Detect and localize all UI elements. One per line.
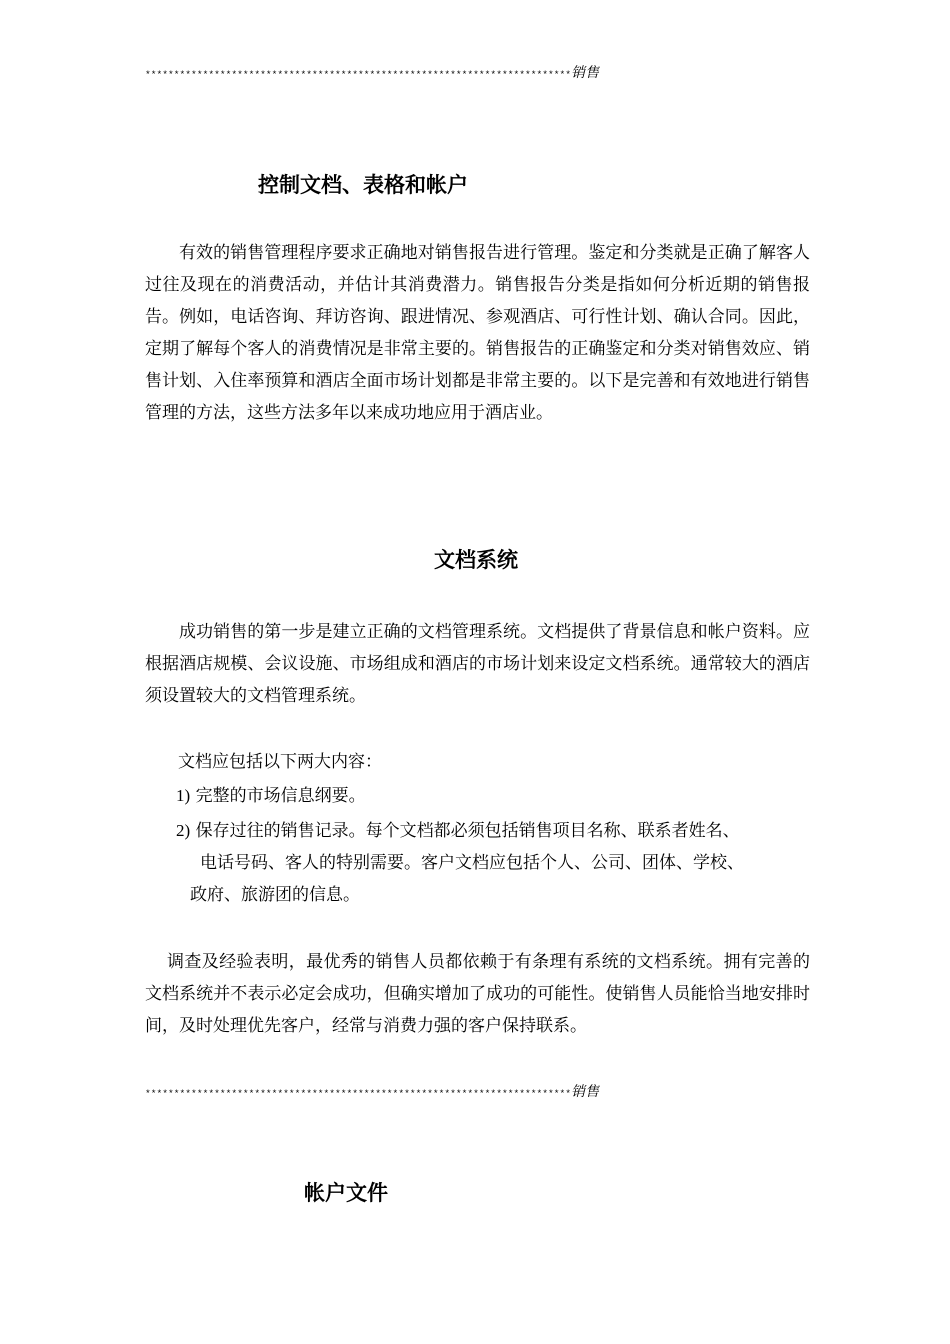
list-item-number: 1) — [176, 786, 191, 805]
section-title-document-system: 文档系统 — [434, 548, 518, 572]
list-item-number: 2) — [176, 821, 191, 840]
list-item-text: 完整的市场信息纲要。 — [195, 786, 366, 806]
divider-label: 销售 — [571, 1084, 600, 1100]
section-paragraph-sales-management: 有效的销售管理程序要求正确地对销售报告进行管理。鉴定和分类就是正确了解客人过往及现在的消费活动，并估计其消费潜力。销售报告分类是指如何分析近期的销售报告。例如，电话咨询、拜访咨询、跟进情况、参观酒店、可行性计划、确认合同。因此，定期了解每个客人的消费情况是非常主要的。销售报告的正确鉴定和分类对销售效应、销售计划、入住率预算和酒店全面市场计划都是非常主要的。以下是完善和有效地进行销售管理的方法，这些方法多年以来成功地应用于酒店业。 — [145, 243, 810, 423]
section-paragraph-document-system: 成功销售的第一步是建立正确的文档管理系统。文档提供了背景信息和帐户资料。应根据酒店规模、会议设施、市场组成和酒店的市场计划来设定文档系统。通常较大的酒店须设置较大的文档管理系统。 — [145, 622, 810, 706]
divider-stars: ************************************************************************** — [145, 69, 572, 80]
list-intro: 文档应包括以下两大内容： — [178, 752, 382, 772]
list-item-text-line: 政府、旅游团的信息。 — [190, 885, 360, 905]
divider-stars: ************************************************************************** — [145, 1088, 572, 1099]
header-divider — [145, 63, 825, 85]
footer-divider — [145, 1082, 825, 1104]
section-title-control-documents: 控制文档、表格和帐户 — [258, 173, 468, 197]
list-item-text-line: 保存过往的销售记录。每个文档都必须包括销售项目名称、联系者姓名、 — [195, 821, 740, 841]
list-item — [176, 780, 821, 812]
section-paragraph-research: 调查及经验表明，最优秀的销售人员都依赖于有条理有系统的文档系统。拥有完善的文档系统并不表示必定会成功，但确实增加了成功的可能性。使销售人员能恰当地安排时间，及时处理优先客户，经常与消费力强的客户保持联系。 — [145, 952, 810, 1036]
divider-label: 销售 — [571, 65, 600, 81]
section-title-account-files: 帐户文件 — [304, 1181, 388, 1205]
list-item-text-line: 电话号码、客人的特别需要。客户文档应包括个人、公司、团体、学校、 — [200, 853, 744, 873]
list-item — [176, 815, 821, 911]
